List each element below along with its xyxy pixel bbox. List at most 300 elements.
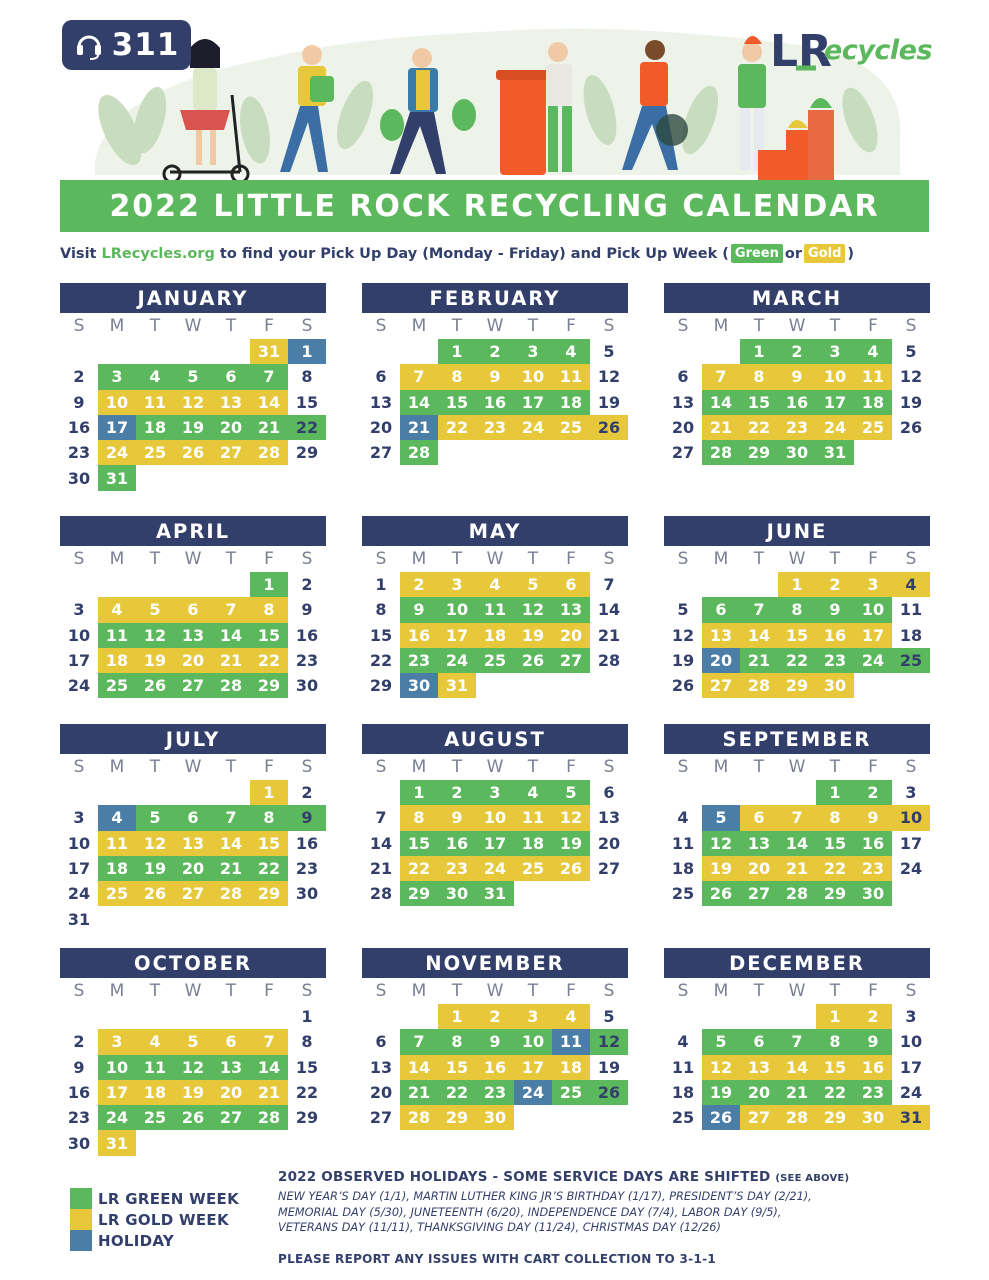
day-cell: 21 [778, 856, 816, 881]
day-cell: 8 [740, 364, 778, 389]
website-link[interactable]: LRecycles.org [101, 245, 215, 262]
day-cell: 30 [438, 881, 476, 906]
day-cell: 8 [301, 367, 313, 387]
weekday-label: M [411, 316, 427, 336]
day-cell: 24 [476, 856, 514, 881]
day-cell: 7 [702, 364, 740, 389]
day-cell: 23 [854, 856, 892, 881]
month-may [362, 516, 628, 698]
legend-swatch-gold [70, 1209, 92, 1230]
day-cell: 2 [476, 1004, 514, 1029]
empty-cell [514, 673, 552, 698]
day-cell: 21 [250, 415, 288, 440]
weekday-label: T [527, 757, 539, 777]
day-cell: 17 [67, 651, 91, 671]
day-cell: 8 [250, 597, 288, 622]
day-cell: 14 [597, 600, 621, 620]
month-october [60, 948, 326, 1156]
day-grid [664, 780, 930, 906]
weekday-label: M [411, 981, 427, 1001]
day-cell: 27 [702, 673, 740, 698]
weekday-label: F [868, 549, 878, 569]
day-cell: 21 [400, 415, 438, 440]
empty-cell [288, 1130, 326, 1155]
day-cell: 22 [438, 415, 476, 440]
day-cell: 30 [67, 468, 91, 488]
day-cell: 7 [212, 805, 250, 830]
weekday-label: S [375, 549, 387, 569]
month-march [664, 283, 930, 465]
weekday-label: F [566, 757, 576, 777]
day-cell: 23 [438, 856, 476, 881]
day-cell: 20 [740, 1080, 778, 1105]
day-cell: 11 [899, 600, 923, 620]
empty-cell [552, 440, 590, 465]
lr-logo-mark [770, 26, 832, 77]
day-cell: 26 [671, 676, 695, 696]
weekday-label: S [73, 981, 85, 1001]
empty-cell [892, 440, 930, 465]
weekday-label: W [184, 316, 202, 336]
day-cell: 30 [400, 673, 438, 698]
weekday-label: W [184, 757, 202, 777]
empty-cell [702, 1004, 740, 1029]
empty-cell [174, 572, 212, 597]
empty-cell [98, 339, 136, 364]
day-cell: 4 [854, 339, 892, 364]
day-grid [60, 572, 326, 698]
day-cell: 22 [740, 415, 778, 440]
empty-cell [400, 339, 438, 364]
weekday-header [664, 754, 930, 780]
day-cell: 15 [740, 390, 778, 415]
weekday-label: F [566, 981, 576, 1001]
month-july [60, 724, 326, 932]
day-cell: 20 [597, 833, 621, 853]
day-cell: 6 [212, 364, 250, 389]
day-cell: 13 [369, 392, 393, 412]
empty-cell [174, 465, 212, 490]
day-cell: 8 [438, 1029, 476, 1054]
day-cell: 17 [476, 831, 514, 856]
day-cell: 13 [369, 1057, 393, 1077]
day-cell: 4 [677, 808, 689, 828]
weekday-label: T [451, 981, 463, 1001]
day-cell: 31 [816, 440, 854, 465]
legend-label-green: LR GREEN WEEK [98, 1189, 240, 1208]
weekday-label: S [73, 316, 85, 336]
weekday-label: W [184, 549, 202, 569]
empty-cell [174, 906, 212, 931]
day-cell: 19 [174, 1080, 212, 1105]
day-cell: 29 [250, 881, 288, 906]
empty-cell [212, 1004, 250, 1029]
day-grid [664, 572, 930, 698]
day-cell: 25 [514, 856, 552, 881]
day-cell: 2 [854, 780, 892, 805]
day-cell: 29 [369, 676, 393, 696]
311-number: 311 [111, 27, 180, 63]
day-cell: 11 [514, 805, 552, 830]
day-cell: 5 [174, 364, 212, 389]
day-cell: 6 [174, 805, 212, 830]
day-cell: 19 [702, 1080, 740, 1105]
day-cell: 17 [899, 833, 923, 853]
day-cell: 3 [476, 780, 514, 805]
weekday-label: S [603, 316, 615, 336]
month-name: JULY [60, 724, 326, 754]
weekday-label: W [486, 981, 504, 1001]
day-cell: 14 [250, 1055, 288, 1080]
day-cell: 8 [438, 364, 476, 389]
weekday-label: F [566, 549, 576, 569]
day-cell: 3 [98, 364, 136, 389]
day-cell: 26 [899, 418, 923, 438]
holidays-title [278, 1169, 938, 1185]
day-cell: 26 [552, 856, 590, 881]
svg-text:LR: LR [770, 26, 832, 77]
empty-cell [174, 1130, 212, 1155]
day-cell: 7 [400, 364, 438, 389]
day-cell: 11 [136, 390, 174, 415]
day-cell: 19 [136, 648, 174, 673]
day-cell: 7 [375, 808, 387, 828]
day-cell: 24 [899, 1083, 923, 1103]
day-cell: 4 [552, 339, 590, 364]
day-cell: 3 [514, 339, 552, 364]
day-cell: 10 [476, 805, 514, 830]
weekday-label: W [184, 981, 202, 1001]
day-cell: 7 [400, 1029, 438, 1054]
day-cell: 9 [816, 597, 854, 622]
weekday-header [60, 754, 326, 780]
empty-cell [664, 572, 702, 597]
day-cell: 17 [514, 1055, 552, 1080]
day-grid [664, 1004, 930, 1130]
day-cell: 18 [854, 390, 892, 415]
empty-cell [438, 440, 476, 465]
day-cell: 20 [671, 418, 695, 438]
day-cell: 26 [702, 881, 740, 906]
day-grid [362, 572, 628, 698]
empty-cell [590, 881, 628, 906]
weekday-label: T [829, 757, 841, 777]
month-january [60, 283, 326, 491]
title-banner [60, 180, 929, 232]
empty-cell [136, 906, 174, 931]
day-cell: 5 [905, 342, 917, 362]
day-cell: 13 [552, 597, 590, 622]
day-cell: 29 [400, 881, 438, 906]
day-cell: 6 [677, 367, 689, 387]
day-cell: 27 [174, 881, 212, 906]
day-cell: 7 [250, 364, 288, 389]
weekday-header [60, 546, 326, 572]
day-cell: 24 [854, 648, 892, 673]
day-cell: 17 [98, 1080, 136, 1105]
day-cell: 6 [740, 805, 778, 830]
day-cell: 10 [816, 364, 854, 389]
day-cell: 8 [250, 805, 288, 830]
empty-cell [740, 780, 778, 805]
day-cell: 15 [816, 831, 854, 856]
day-cell: 4 [136, 364, 174, 389]
empty-cell [98, 572, 136, 597]
day-cell: 28 [212, 673, 250, 698]
day-cell: 29 [295, 443, 319, 463]
day-cell: 14 [250, 390, 288, 415]
day-cell: 29 [250, 673, 288, 698]
day-cell: 16 [67, 418, 91, 438]
day-cell: 25 [136, 1105, 174, 1130]
day-cell: 11 [671, 1057, 695, 1077]
weekday-label: T [225, 549, 237, 569]
day-cell: 4 [98, 597, 136, 622]
day-cell: 22 [816, 1080, 854, 1105]
day-cell: 20 [212, 1080, 250, 1105]
weekday-label: T [753, 316, 765, 336]
day-cell: 5 [603, 342, 615, 362]
day-cell: 7 [250, 1029, 288, 1054]
day-cell: 9 [288, 805, 326, 830]
day-cell: 20 [740, 856, 778, 881]
day-cell: 21 [778, 1080, 816, 1105]
day-cell: 13 [174, 831, 212, 856]
day-cell: 6 [174, 597, 212, 622]
holidays-title-note: (SEE ABOVE) [775, 1173, 850, 1184]
day-cell: 16 [476, 390, 514, 415]
weekday-header [362, 546, 628, 572]
empty-cell [514, 440, 552, 465]
day-cell: 16 [295, 625, 319, 645]
day-cell: 9 [73, 392, 85, 412]
day-cell: 6 [603, 783, 615, 803]
legend-holiday [70, 1230, 239, 1251]
weekday-label: S [677, 757, 689, 777]
day-cell: 28 [740, 673, 778, 698]
day-cell: 24 [899, 859, 923, 879]
day-cell: 14 [778, 831, 816, 856]
day-cell: 1 [400, 780, 438, 805]
day-cell: 27 [597, 859, 621, 879]
day-cell: 4 [98, 805, 136, 830]
subtitle-prefix: Visit [60, 245, 102, 262]
day-cell: 16 [778, 390, 816, 415]
day-cell: 17 [899, 1057, 923, 1077]
day-cell: 18 [552, 390, 590, 415]
day-cell: 16 [854, 1055, 892, 1080]
day-cell: 29 [295, 1108, 319, 1128]
day-cell: 3 [514, 1004, 552, 1029]
empty-cell [288, 906, 326, 931]
day-cell: 31 [892, 1105, 930, 1130]
empty-cell [136, 780, 174, 805]
day-cell: 28 [369, 884, 393, 904]
day-cell: 21 [702, 415, 740, 440]
weekday-label: M [411, 549, 427, 569]
day-cell: 25 [671, 1108, 695, 1128]
empty-cell [514, 1105, 552, 1130]
weekday-label: S [905, 757, 917, 777]
weekday-label: M [109, 981, 125, 1001]
day-cell: 30 [778, 440, 816, 465]
weekday-header [362, 313, 628, 339]
day-cell: 18 [98, 648, 136, 673]
day-cell: 3 [73, 808, 85, 828]
weekday-label: F [868, 757, 878, 777]
day-cell: 10 [438, 597, 476, 622]
day-cell: 30 [295, 676, 319, 696]
empty-cell [664, 1004, 702, 1029]
day-cell: 2 [400, 572, 438, 597]
day-cell: 17 [67, 859, 91, 879]
day-cell: 2 [73, 367, 85, 387]
empty-cell [98, 780, 136, 805]
day-cell: 3 [73, 600, 85, 620]
day-cell: 29 [816, 881, 854, 906]
month-april [60, 516, 326, 698]
weekday-label: S [603, 757, 615, 777]
day-cell: 20 [369, 1083, 393, 1103]
weekday-label: W [486, 549, 504, 569]
day-cell: 27 [740, 1105, 778, 1130]
day-cell: 19 [899, 392, 923, 412]
weekday-label: M [713, 981, 729, 1001]
month-name: MAY [362, 516, 628, 546]
day-cell: 25 [671, 884, 695, 904]
day-cell: 12 [702, 831, 740, 856]
empty-cell [778, 1004, 816, 1029]
day-cell: 22 [250, 856, 288, 881]
weekday-label: W [788, 316, 806, 336]
day-cell: 12 [174, 1055, 212, 1080]
day-cell: 31 [98, 1130, 136, 1155]
day-cell: 9 [854, 1029, 892, 1054]
day-cell: 16 [854, 831, 892, 856]
day-cell: 3 [905, 1007, 917, 1027]
day-cell: 23 [400, 648, 438, 673]
lr-recycles-logo [770, 26, 933, 77]
weekday-label: T [225, 981, 237, 1001]
day-cell: 4 [476, 572, 514, 597]
weekday-label: S [905, 316, 917, 336]
logo-word: ecycles [824, 34, 933, 66]
day-cell: 21 [369, 859, 393, 879]
day-cell: 7 [778, 805, 816, 830]
day-cell: 25 [552, 1080, 590, 1105]
day-cell: 27 [174, 673, 212, 698]
day-grid [60, 339, 326, 491]
day-cell: 2 [438, 780, 476, 805]
weekday-label: T [149, 316, 161, 336]
day-cell: 9 [854, 805, 892, 830]
day-cell: 23 [816, 648, 854, 673]
day-cell: 8 [778, 597, 816, 622]
day-cell: 22 [778, 648, 816, 673]
day-cell: 30 [476, 1105, 514, 1130]
weekday-label: S [301, 316, 313, 336]
day-cell: 6 [702, 597, 740, 622]
day-cell: 11 [136, 1055, 174, 1080]
weekday-label: S [301, 757, 313, 777]
day-grid [362, 780, 628, 906]
day-cell: 26 [590, 1080, 628, 1105]
day-cell: 13 [702, 623, 740, 648]
day-cell: 5 [136, 597, 174, 622]
day-cell: 7 [778, 1029, 816, 1054]
day-cell: 13 [740, 831, 778, 856]
day-cell: 15 [250, 623, 288, 648]
day-cell: 12 [514, 597, 552, 622]
weekday-label: T [149, 981, 161, 1001]
holidays-title-text: 2022 OBSERVED HOLIDAYS - SOME SERVICE DAYS ARE SHIFTED [278, 1169, 771, 1185]
report-notice: PLEASE REPORT ANY ISSUES WITH CART COLLECTION TO 3-1-1 [278, 1252, 717, 1266]
day-cell: 4 [552, 1004, 590, 1029]
subtitle-or: or [784, 245, 803, 262]
day-cell: 28 [400, 1105, 438, 1130]
day-grid [60, 780, 326, 932]
weekday-header [60, 313, 326, 339]
day-cell: 22 [816, 856, 854, 881]
day-cell: 18 [98, 856, 136, 881]
day-cell: 9 [301, 600, 313, 620]
day-cell: 17 [438, 623, 476, 648]
holidays-line: MEMORIAL DAY (5/30), JUNETEENTH (6/20), INDEPENDENCE DAY (7/4), LABOR DAY (9/5), [278, 1205, 782, 1219]
day-cell: 15 [816, 1055, 854, 1080]
weekday-label: S [301, 549, 313, 569]
day-cell: 27 [369, 1108, 393, 1128]
day-grid [60, 1004, 326, 1156]
weekday-label: S [677, 316, 689, 336]
weekday-label: M [109, 757, 125, 777]
day-cell: 6 [375, 1032, 387, 1052]
day-cell: 10 [854, 597, 892, 622]
day-cell: 22 [369, 651, 393, 671]
holidays-list [278, 1189, 938, 1236]
day-cell: 10 [98, 390, 136, 415]
weekday-label: M [713, 316, 729, 336]
day-cell: 10 [98, 1055, 136, 1080]
day-cell: 21 [250, 1080, 288, 1105]
header [0, 0, 989, 232]
day-cell: 12 [552, 805, 590, 830]
day-cell: 12 [174, 390, 212, 415]
day-cell: 9 [778, 364, 816, 389]
day-cell: 19 [702, 856, 740, 881]
empty-cell [250, 465, 288, 490]
day-cell: 19 [597, 392, 621, 412]
month-august [362, 724, 628, 906]
day-cell: 15 [295, 392, 319, 412]
day-cell: 18 [136, 415, 174, 440]
day-cell: 30 [854, 1105, 892, 1130]
empty-cell [136, 1004, 174, 1029]
day-cell: 26 [174, 440, 212, 465]
empty-cell [136, 572, 174, 597]
day-cell: 5 [702, 1029, 740, 1054]
day-cell: 1 [288, 339, 326, 364]
day-cell: 26 [136, 673, 174, 698]
day-cell: 6 [375, 367, 387, 387]
day-cell: 11 [476, 597, 514, 622]
weekday-label: M [713, 549, 729, 569]
day-cell: 21 [740, 648, 778, 673]
empty-cell [288, 465, 326, 490]
day-cell: 14 [740, 623, 778, 648]
day-cell: 31 [67, 909, 91, 929]
day-cell: 23 [476, 1080, 514, 1105]
day-cell: 2 [476, 339, 514, 364]
